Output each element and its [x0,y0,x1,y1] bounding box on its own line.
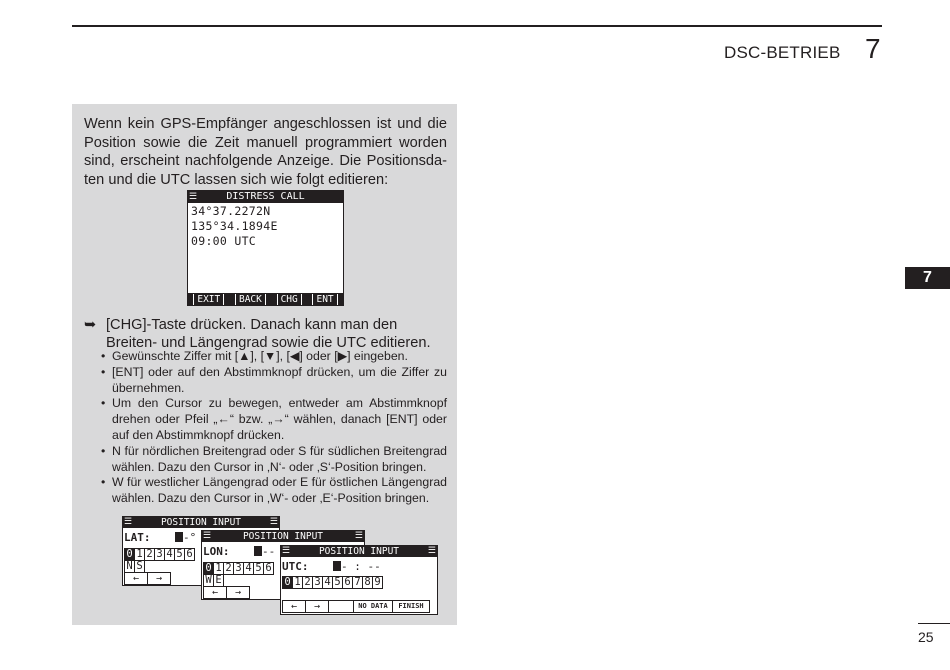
exit-softkey[interactable]: EXIT [193,294,224,305]
utc-field[interactable]: - : -- [333,560,381,573]
east-key[interactable]: E [213,574,224,587]
menu-icon: ☰ [354,531,363,541]
south-key[interactable]: S [134,560,145,573]
bullet-list [101,349,447,507]
digit-key[interactable]: 7 [352,576,363,589]
digit-key[interactable]: 0 [203,562,214,575]
digit-key[interactable]: 5 [332,576,343,589]
menu-icon: ☰ [269,517,278,527]
lon-nav-row [203,586,249,599]
footer-rule [918,623,950,624]
lat-field[interactable]: -° [175,531,196,544]
softkey-bar [188,293,343,305]
digit-key[interactable]: 5 [253,562,264,575]
step-arrow-icon: ➥ [84,317,97,333]
left-arrow-key[interactable]: ← [203,586,227,599]
ent-softkey[interactable]: ENT [312,294,337,305]
digit-key[interactable]: 2 [302,576,313,589]
digit-key[interactable]: 1 [213,562,224,575]
utc-label: UTC: [282,560,309,573]
utc-readout: 09:00 UTC [191,234,257,248]
lon-label: LON: [203,545,230,558]
digit-key[interactable]: 6 [342,576,353,589]
utc-digit-row [282,576,382,589]
latitude-readout: 34°37.2272N [191,204,271,218]
right-arrow-key[interactable]: → [147,572,171,585]
menu-icon: ☰ [189,192,198,202]
left-arrow-key[interactable]: ← [282,600,306,613]
chapter-number: 7 [865,33,881,64]
list-item: • [ENT] oder auf den Abstimmknopf drücken, um die Ziffer zu übernehmen. [101,364,447,395]
step-text: [CHG]-Taste drücken. Danach kann man den Breiten- und Längengrad sowie die UTC editieren. [106,317,431,351]
step-instruction [84,316,447,352]
digit-key[interactable]: 3 [233,562,244,575]
west-key[interactable]: W [203,574,214,587]
digit-key[interactable]: 5 [174,548,185,561]
section-title: DSC-BETRIEB [724,43,841,62]
digit-key[interactable]: 1 [292,576,303,589]
screen-title: POSITION INPUT [160,517,242,528]
digit-key[interactable]: 0 [124,548,135,561]
digit-key[interactable]: 8 [362,576,373,589]
right-arrow-key[interactable]: → [226,586,250,599]
header-rule [72,25,882,27]
list-item: • W für westlicher Längengrad oder E für östlichen Längengrad wählen. Dazu den Cursor in ‚W‘- oder ‚E‘-Position bringen. [101,475,447,506]
lat-label: LAT: [124,531,151,544]
chg-softkey[interactable]: CHG [277,294,302,305]
lon-field[interactable]: -- [254,545,275,558]
menu-icon: ☰ [124,517,133,527]
distress-call-screen [187,190,344,306]
north-key[interactable]: N [124,560,135,573]
digit-key[interactable]: 3 [312,576,323,589]
list-item: • Gewünschte Ziffer mit [▲], [▼], [◀] oder [▶] eingeben. [101,349,408,363]
lat-nav-row [124,572,170,585]
digit-key[interactable]: 1 [134,548,145,561]
finish-key[interactable]: FINISH [392,600,430,613]
screen-title-bar [202,531,364,542]
utc-input-screen [280,545,438,615]
screen-title: POSITION INPUT [318,546,400,557]
screen-title-bar [123,517,279,528]
right-arrow-key[interactable]: → [305,600,329,613]
digit-key[interactable]: 4 [164,548,175,561]
menu-icon: ☰ [282,546,291,556]
blank-key [328,600,354,613]
digit-key[interactable]: 4 [243,562,254,575]
list-item: • N für nördlichen Breitengrad oder S für südlichen Breitengrad wählen. Dazu den Cursor in ‚N‘- oder ‚S‘-Position bringen. [101,443,447,474]
list-item: • Um den Cursor zu bewegen, entweder am Abstimmknopf drehen oder Pfeil „←“ bzw. „→“ wählen, danach [ENT] oder auf den Abstimmknopf drücken. [101,396,447,442]
digit-key[interactable]: 9 [372,576,383,589]
no-data-key[interactable]: NO DATA [353,600,393,613]
digit-key[interactable]: 2 [223,562,234,575]
page-number: 25 [918,629,934,645]
digit-key[interactable]: 2 [144,548,155,561]
screen-title-bar [281,546,437,557]
back-softkey[interactable]: BACK [235,294,266,305]
digit-key[interactable]: 6 [263,562,274,575]
chapter-tab: 7 [905,267,950,289]
screen-title: POSITION INPUT [242,531,324,542]
digit-key[interactable]: 4 [322,576,333,589]
digit-key[interactable]: 3 [154,548,165,561]
screen-title: DISTRESS CALL [226,191,305,202]
digit-key[interactable]: 6 [184,548,195,561]
digit-key[interactable]: 0 [282,576,293,589]
intro-paragraph: Wenn kein GPS-Empfänger angeschlossen ist und die Position sowie die Zeit manuell programmiert worden sind, erscheint nachfolgende Anzeige. Die Positionsda-ten und die UTC lassen sich wie folgt editieren: [84,116,447,188]
menu-icon: ☰ [427,546,436,556]
screen-title-bar [188,191,343,203]
menu-icon: ☰ [203,531,212,541]
utc-nav-row [282,600,429,613]
longitude-readout: 135°34.1894E [191,219,278,233]
left-arrow-key[interactable]: ← [124,572,148,585]
